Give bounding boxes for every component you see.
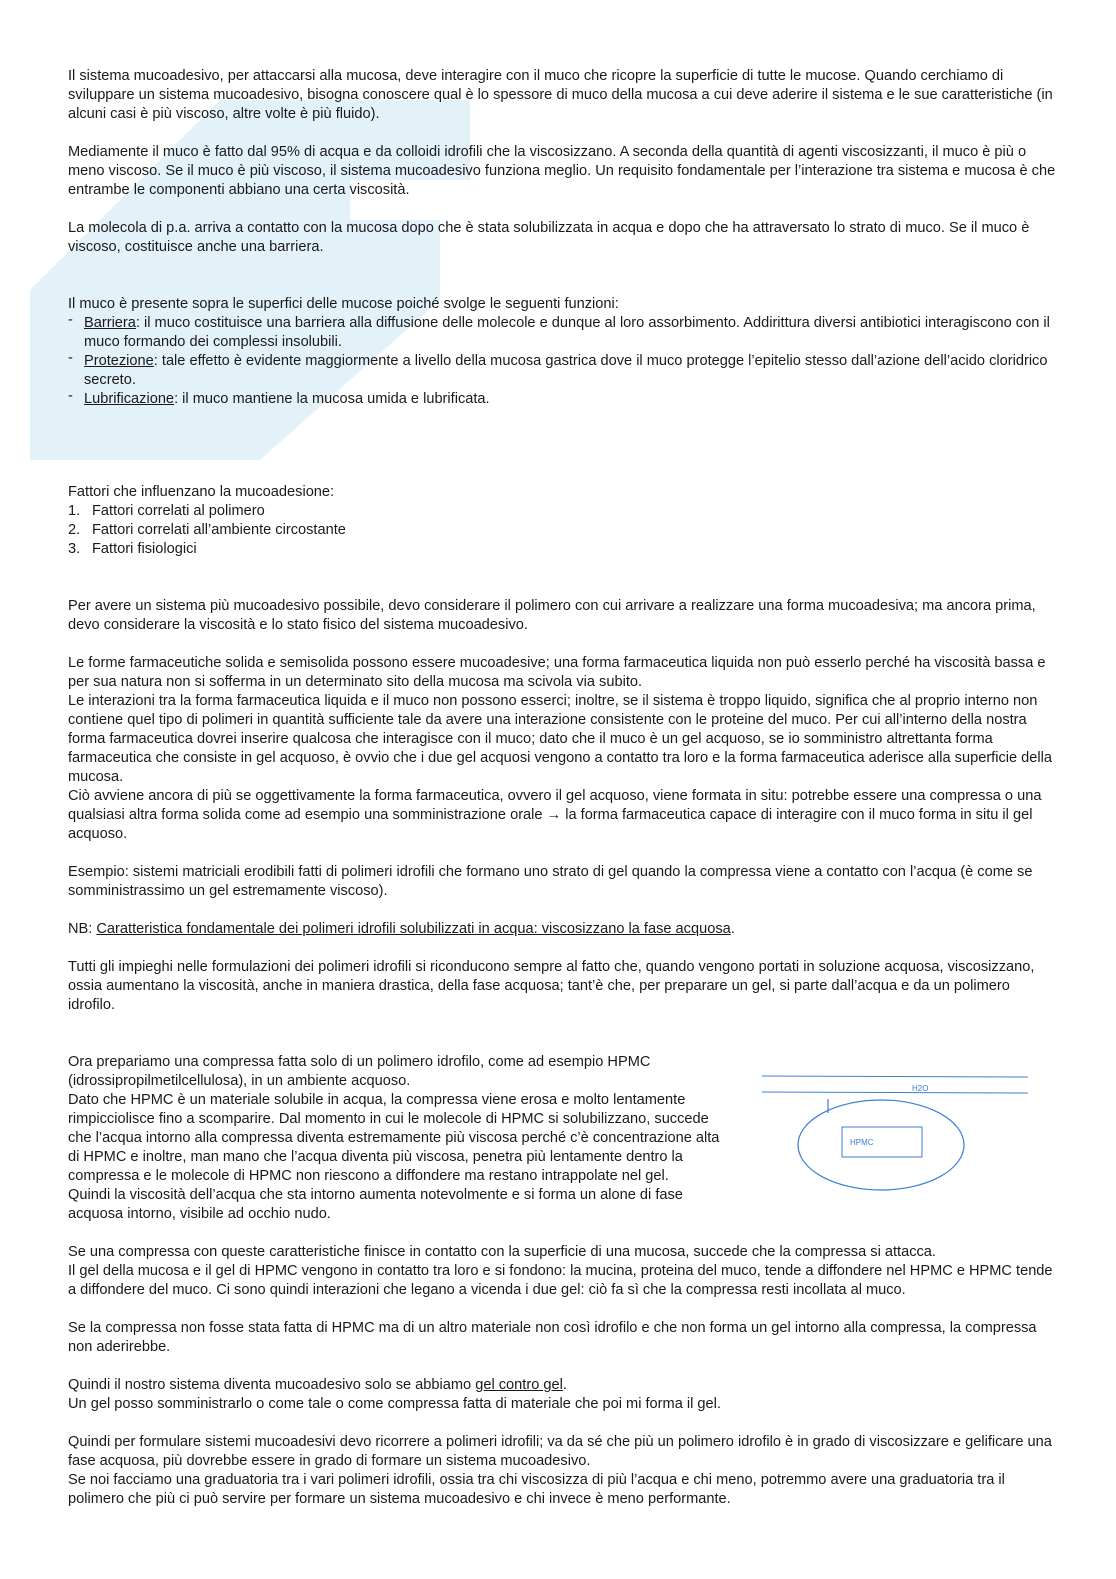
gel-underlined: gel contro gel: [475, 1377, 563, 1393]
list-item: [68, 540, 1058, 559]
hpmc-text: [68, 1053, 733, 1224]
factor-text: Fattori correlati all’ambiente circostante: [92, 522, 346, 538]
paragraph-non-hydrophilic: Se la compressa non fosse stata fatta di HPMC ma di un altro materiale non così idrofilo e che non forma un gel intorno alla compressa, la compressa non aderirebbe.: [68, 1320, 1037, 1355]
paragraph-hpmc-erosion: Dato che HPMC è un materiale solubile in acqua, la compressa viene erosa e molto lentamente rimpicciolisce fino a scomparire. Dal momento in cui le molecole di HPMC si solubilizzano, succede che l’acqua intorno alla compressa diventa estremamente più viscosa perché c’è concentrazione alta di HPMC e inoltre, man mano che l’acqua diventa più viscosa, penetra più lentamente dentro la compressa e le molecole di HPMC non riescono a diffondere ma restano intrappolate nel gel.: [68, 1092, 720, 1184]
paragraph-gel-contro-gel: [68, 1376, 1058, 1395]
paragraph-hydrophilic-polymers: Quindi per formulare sistemi mucoadesivi devo ricorrere a polimeri idrofili; va da sé che più un polimero idrofilo è in grado di viscosizzare e gelificare una fase acquosa, più dovrebbe essere in grado di formare un sistema mucoadesivo.: [68, 1434, 1052, 1469]
water-line-top: [762, 1076, 1028, 1077]
paragraph-hpmc-halo: Quindi la viscosità dell’acqua che sta intorno aumenta notevolmente e si forma un alone di fase acquosa intorno, visibile ad occhio nudo.: [68, 1187, 683, 1222]
paragraph-active-ingredient: La molecola di p.a. arriva a contatto con la mucosa dopo che è stata solubilizzata in acqua e dopo che ha attraversato lo strato di muco. Se il muco è viscoso, costituisce anche una barriera.: [68, 220, 1030, 255]
factor-text: Fattori fisiologici: [92, 541, 197, 557]
paragraph-adhesion: Se una compressa con queste caratteristiche finisce in contatto con la superficie di una mucosa, succede che la compressa si attacca.: [68, 1244, 936, 1260]
function-term: Barriera: [84, 315, 136, 331]
paragraph-polymer-uses: Tutti gli impieghi nelle formulazioni dei polimeri idrofili si riconducono sempre al fatto che, quando vengono portati in soluzione acquosa, viscosizzano, ossia aumentano la viscosità, anche in maniera drastica, della fase acquosa; tant’è che, per preparare un gel, si parte dall’acqua e da un polimero idrofilo.: [68, 959, 1035, 1013]
paragraph-liquid-interactions: Le interazioni tra la forma farmaceutica liquida e il muco non possono esserci; inoltre, se il sistema è troppo liquido, significa che al proprio interno non contiene quel tipo di polimeri in quantità sufficiente tale da avere una interazione consistente con le proteine del muco. Per cui all’interno della nostra forma farmaceutica dovrei inserire qualcosa che interagisce con il muco; dato che il muco è un gel acquoso, se io somministro altrettanta forma farmaceutica che consiste in gel acquoso, è ovvio che i due gel acquosi vengono a contatto tra loro e la forma farmaceutica aderisce alla superficie della mucosa.: [68, 693, 1053, 785]
function-term: Lubrificazione: [84, 391, 175, 407]
factors-title: Fattori che influenzano la mucoadesione:: [68, 484, 335, 500]
function-term: Protezione: [84, 353, 154, 369]
function-text: : il muco costituisce una barriera alla diffusione delle molecole e dunque al loro assorbimento. Addirittura diversi antibiotici interagiscono con il muco formando dei complessi insolubili.: [84, 315, 1050, 350]
nb-underlined: Caratteristica fondamentale dei polimeri idrofili solubilizzati in acqua: viscosizzano la fase acquosa: [96, 921, 731, 937]
tablet-label: HPMC: [850, 1138, 874, 1147]
nb-suffix: .: [730, 921, 735, 937]
list-number: 3.: [68, 541, 81, 557]
list-number: 1.: [68, 503, 81, 519]
paragraph-hpmc-intro: Ora prepariamo una compressa fatta solo di un polimero idrofilo, come ad esempio HPMC (idrossipropilmetilcellulosa), in un ambiente acquoso.: [68, 1054, 651, 1089]
functions-list: [68, 314, 1058, 409]
factor-text: Fattori correlati al polimero: [92, 503, 265, 519]
paragraph-gel-administration: Un gel posso somministrarlo o come tale o come compressa fatta di materiale che poi mi forma il gel.: [68, 1396, 721, 1412]
list-item: [68, 502, 1058, 521]
factors-list: [68, 502, 1058, 559]
nb-prefix: NB:: [68, 921, 97, 937]
paragraph-in-situ: Ciò avviene ancora di più se oggettivamente la forma farmaceutica, ovvero il gel acquoso, viene formata in situ: potrebbe essere una compressa o una qualsiasi altra forma solida come ad esempio una somministrazione orale → la forma farmaceutica capace di interagire con il muco forma in situ il gel acquoso.: [68, 788, 1042, 842]
function-text: : tale effetto è evidente maggiormente a livello della mucosa gastrica dove il muco protegge l’epitelio stesso dall’azione dell’acido cloridrico secreto.: [84, 353, 1048, 388]
list-item: [68, 390, 1058, 409]
paragraph-mucus-functions-intro: Il muco è presente sopra le superfici delle mucose poiché svolge le seguenti funzioni:: [68, 296, 619, 312]
paragraph-polymer-choice: Per avere un sistema più mucoadesivo possibile, devo considerare il polimero con cui arrivare a realizzare una forma mucoadesiva; ma ancora prima, devo considerare la viscosità e lo stato fisico del sistema mucoadesivo.: [68, 598, 1036, 633]
document-page: [68, 67, 1058, 1509]
hpmc-diagram: [760, 1071, 1040, 1191]
gel-prefix: Quindi il nostro sistema diventa mucoadesivo solo se abbiamo: [68, 1377, 476, 1393]
water-line-bottom: [762, 1092, 1028, 1093]
paragraph-intro: Il sistema mucoadesivo, per attaccarsi alla mucosa, deve interagire con il muco che ricopre la superficie di tutte le mucose. Quando cerchiamo di sviluppare un sistema mucoadesivo, bisogna conoscere qual è lo spessore di muco della mucosa a cui deve aderire il sistema e le sue caratteristiche (in alcuni casi è più viscoso, altre volte è più fluido).: [68, 68, 1053, 122]
gel-halo: [798, 1100, 964, 1190]
paragraph-ranking: Se noi facciamo una graduatoria tra i vari polimeri idrofili, ossia tra chi viscosizza di più l’acqua e chi meno, potremmo avere una graduatoria tra il polimero che più ci può servire per formare un sistema mucoadesivo e chi invece è meno performante.: [68, 1472, 1005, 1507]
paragraph-solid-forms: Le forme farmaceutiche solida e semisolida possono essere mucoadesive; una forma farmaceutica liquida non può esserlo perché ha viscosità bassa e per sua natura non si sofferma in un determinato sito della mucosa ma scivola via subito.: [68, 655, 1046, 690]
hpmc-section: [68, 1053, 1058, 1224]
list-item: [68, 314, 1058, 352]
dash-bullet: -: [68, 388, 73, 404]
function-text: : il muco mantiene la mucosa umida e lubrificata.: [174, 391, 490, 407]
paragraph-nb: [68, 920, 1058, 939]
list-item: [68, 521, 1058, 540]
water-label: H2O: [912, 1084, 929, 1093]
paragraph-mucus-composition: Mediamente il muco è fatto dal 95% di acqua e da colloidi idrofili che la viscosizzano. A seconda della quantità di agenti viscosizzanti, il muco è più o meno viscoso. Se il muco è più viscoso, il sistema mucoadesivo funziona meglio. Un requisito fondamentale per l’interazione tra sistema e mucosa è che entrambe le componenti abbiano una certa viscosità.: [68, 144, 1056, 198]
paragraph-example: Esempio: sistemi matriciali erodibili fatti di polimeri idrofili che formano uno strato di gel quando la compressa viene a contatto con l’acqua (è come se somministrassimo un gel estremamente viscoso).: [68, 864, 1033, 899]
gel-suffix: .: [562, 1377, 567, 1393]
list-number: 2.: [68, 522, 81, 538]
list-item: [68, 352, 1058, 390]
dash-bullet: -: [68, 312, 73, 328]
paragraph-gel-fusion: Il gel della mucosa e il gel di HPMC vengono in contatto tra loro e si fondono: la mucina, proteina del muco, tende a diffondere nel HPMC e HPMC tende a diffondere del muco. Ci sono quindi interazioni che legano a vicenda i due gel: ciò fa sì che la compressa resti incollata al muco.: [68, 1263, 1053, 1298]
dash-bullet: -: [68, 350, 73, 366]
